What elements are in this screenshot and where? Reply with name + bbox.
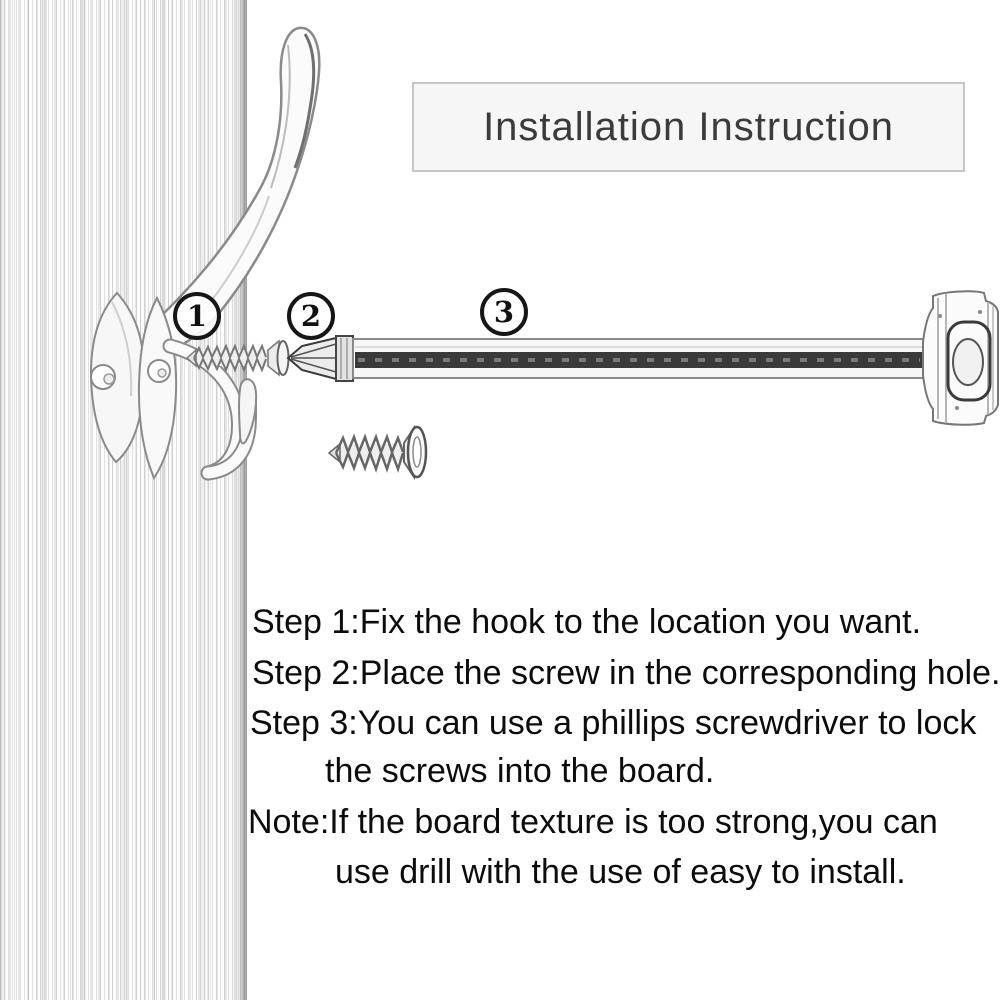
callout-3-label: 3 xyxy=(493,295,515,329)
callout-1-label: 1 xyxy=(186,299,208,333)
callout-2-label: 2 xyxy=(300,299,322,333)
instruction-line-note-cont: use drill with the use of easy to install. xyxy=(335,853,906,891)
instruction-line-step2: Step 2:Place the screw in the corresponding hole. xyxy=(252,654,1000,692)
mounting-screw-illustration xyxy=(187,341,289,375)
coat-hook-illustration xyxy=(91,28,322,478)
phillips-screwdriver-illustration xyxy=(288,291,998,424)
page-title: Installation Instruction xyxy=(483,104,894,149)
instruction-line-step1: Step 1:Fix the hook to the location you want. xyxy=(252,603,922,641)
title-box xyxy=(412,82,965,172)
instruction-line-note: Note:If the board texture is too strong,you can xyxy=(248,803,938,841)
spare-screw-illustration xyxy=(329,427,426,477)
callout-1-hook xyxy=(173,292,221,340)
callout-3-screwdriver xyxy=(480,288,528,336)
instruction-line-step3: Step 3:You can use a phillips screwdriver to lock xyxy=(250,704,977,742)
instruction-line-step3-cont: the screws into the board. xyxy=(325,752,715,790)
callout-2-screw xyxy=(287,292,335,340)
